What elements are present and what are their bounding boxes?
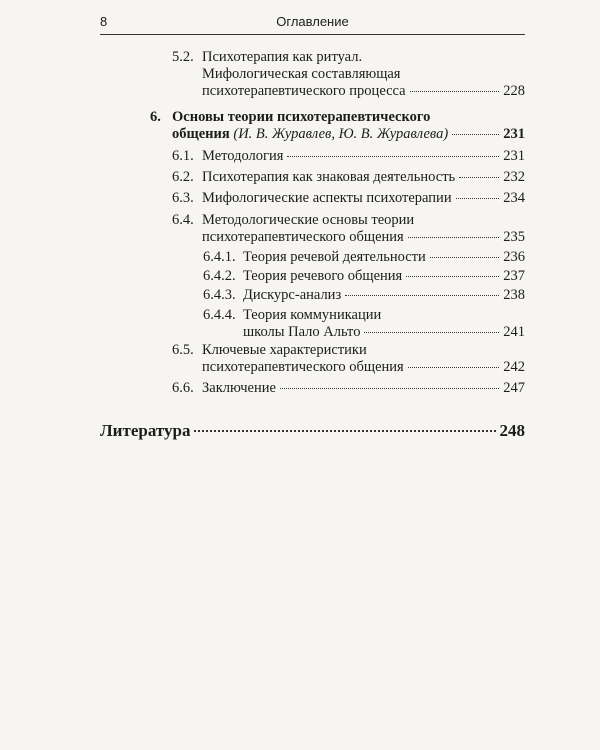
toc-page-number: 238: [503, 287, 525, 303]
toc-entry-6-4-2[interactable]: [203, 268, 525, 285]
toc-entry-authors: (И. В. Журавлев, Ю. В. Журавлева): [229, 126, 449, 142]
toc-entry-6-4-3[interactable]: [203, 287, 525, 304]
toc-entry-number: 6.: [150, 109, 161, 125]
toc-entry-title-line: Методология: [202, 148, 284, 164]
toc-entry-number: 6.5.: [172, 342, 194, 358]
toc-entry-6-3[interactable]: [172, 190, 525, 207]
toc-entry-number: 6.3.: [172, 190, 194, 206]
toc-page-number: 234: [503, 190, 525, 206]
dot-leader: [408, 236, 500, 238]
toc-entry-title-line: общения: [172, 126, 230, 142]
toc-page-number: 235: [503, 229, 525, 245]
toc-entry-number: 6.6.: [172, 380, 194, 396]
dot-leader: [456, 197, 500, 199]
header-title: Оглавление: [276, 14, 349, 29]
dot-leader: [459, 176, 499, 178]
toc-entry-5-2[interactable]: [172, 49, 525, 100]
toc-entry-title-line: Заключение: [202, 380, 276, 396]
toc-entry-title-line: Мифологическая составляющая: [202, 66, 401, 82]
toc-entry-6-4-4[interactable]: [203, 307, 525, 341]
toc-entry-6-4-1[interactable]: [203, 249, 525, 266]
toc-entry-number: 5.2.: [172, 49, 194, 65]
dot-leader: [287, 155, 499, 157]
toc-page-number: 248: [499, 421, 525, 440]
toc-entry-title-line: Методологические основы теории: [202, 212, 415, 228]
toc-entry-title-line: психотерапевтического общения: [202, 229, 404, 245]
toc-entry-title-line: психотерапевтического общения: [202, 359, 404, 375]
toc-entry-title-line: психотерапевтического процесса: [202, 83, 406, 99]
toc-entry-number: 6.4.3.: [203, 287, 236, 303]
toc-entry-title-line: Мифологические аспекты психотерапии: [202, 190, 452, 206]
toc-entry-title-line: Ключевые характеристики: [202, 342, 367, 358]
toc-entry-number: 6.4.: [172, 212, 194, 228]
dot-leader: [345, 294, 499, 296]
toc-page-number: 247: [503, 380, 525, 396]
toc-page-number: 242: [503, 359, 525, 375]
toc-page-number: 231: [503, 148, 525, 164]
toc-page-number: 228: [503, 83, 525, 99]
toc-page-number: 232: [503, 169, 525, 185]
toc-entry-6-5[interactable]: [172, 342, 525, 376]
dot-leader: [408, 366, 500, 368]
toc-page-number: 236: [503, 249, 525, 265]
toc-entry-title-line: Теория речевой деятельности: [243, 249, 426, 265]
toc-entry-title-line: Психотерапия как ритуал.: [202, 49, 363, 65]
toc-entry-6-1[interactable]: [172, 148, 525, 165]
toc-entry-title-line: Дискурс-анализ: [243, 287, 342, 303]
toc-entry-number: 6.2.: [172, 169, 194, 185]
toc-page-number: 241: [503, 324, 525, 340]
dot-leader: [410, 90, 500, 92]
toc-page-number: 231: [503, 126, 525, 142]
toc-entry-title-line: Основы теории психотерапевтического: [172, 109, 431, 125]
toc-chapter-6[interactable]: [150, 109, 525, 143]
dot-leader: [364, 331, 499, 333]
toc-entry-title-line: Теория коммуникации: [243, 307, 382, 323]
toc-page-number: 237: [503, 268, 525, 284]
toc-entry-title-line: Литература: [100, 421, 191, 440]
dot-leader: [194, 429, 495, 432]
toc-entry-title-line: Теория речевого общения: [243, 268, 403, 284]
toc-entry-number: 6.1.: [172, 148, 194, 164]
dot-leader: [406, 275, 499, 277]
toc-entry-number: 6.4.4.: [203, 307, 236, 323]
running-header: [100, 10, 525, 35]
toc-entry-title-line: Психотерапия как знаковая деятельность: [202, 169, 456, 185]
toc-entry-title-line: школы Пало Альто: [243, 324, 361, 340]
toc-entry-6-4[interactable]: [172, 212, 525, 246]
toc-entry-number: 6.4.1.: [203, 249, 236, 265]
dot-leader: [430, 256, 500, 258]
page-number: 8: [100, 14, 108, 29]
dot-leader: [280, 387, 499, 389]
toc-entry-literature[interactable]: [100, 421, 525, 441]
dot-leader: [452, 133, 499, 135]
toc-entry-number: 6.4.2.: [203, 268, 236, 284]
toc-entry-6-6[interactable]: [172, 380, 525, 397]
toc-entry-6-2[interactable]: [172, 169, 525, 186]
